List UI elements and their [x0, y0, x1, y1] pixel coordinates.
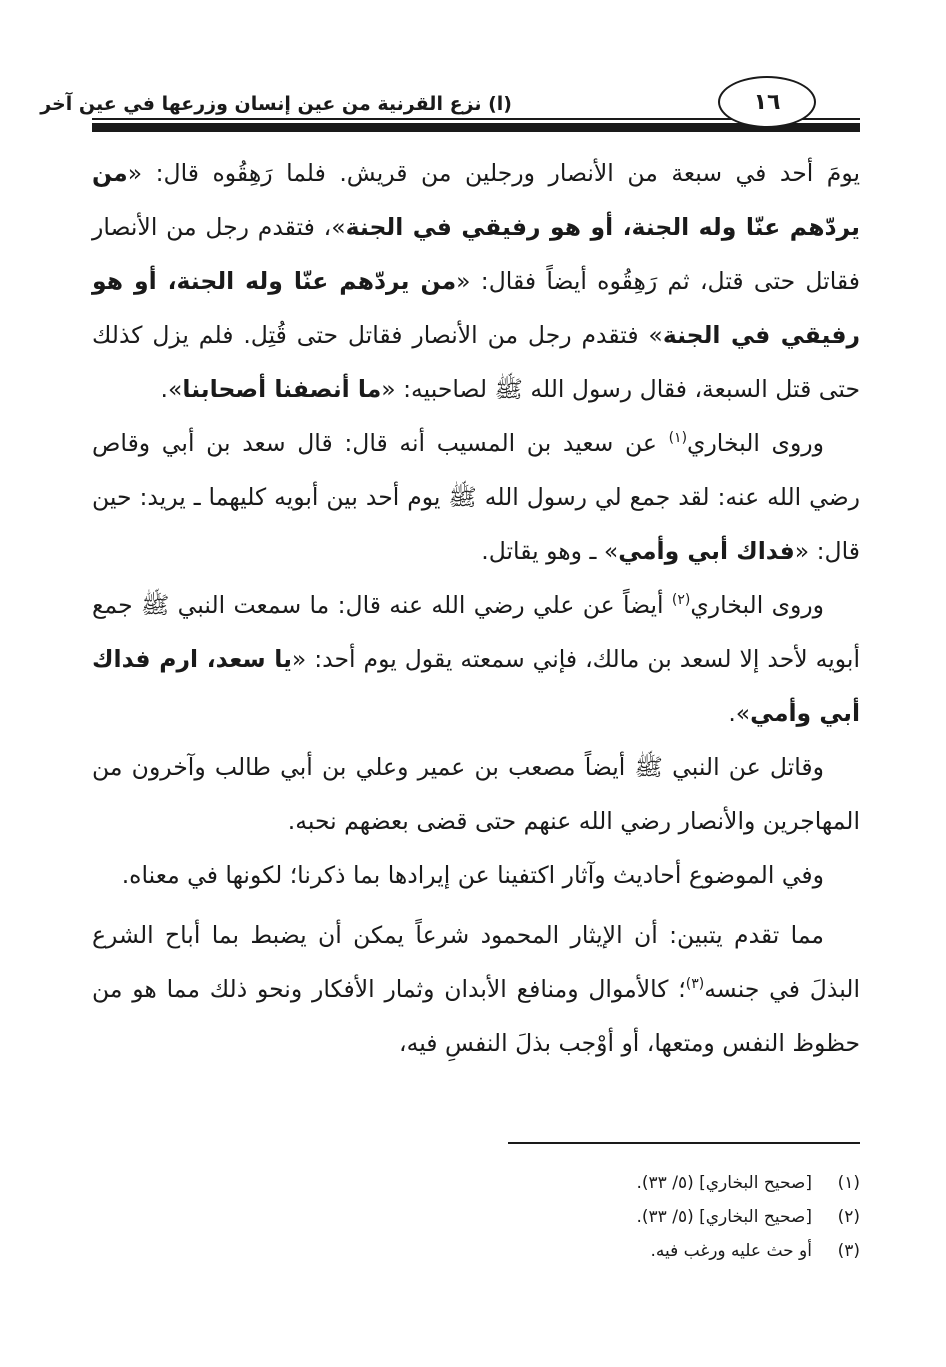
footnote-number: (٢) [837, 1207, 860, 1227]
hadith-quote: من يردّهم عنّا وله الجنة، أو هو رفيقي في الجنة [92, 159, 860, 241]
hadith-quote: فداك أبي وأمي [618, 537, 795, 565]
paragraph-5: وفي الموضوع أحاديث وآثار اكتفينا عن إيرادها بما ذكرنا؛ لكونها في معناه. [121, 861, 824, 889]
footnote-item [92, 1200, 860, 1234]
footnote-ref: (٣) [685, 976, 705, 993]
hadith-quote: ما أنصفنا أصحابنا [182, 375, 382, 403]
page-number-badge [718, 76, 816, 128]
hadith-quote: من يردّهم عنّا وله الجنة، أو هو رفيقي في الجنة [92, 267, 860, 349]
footnote-item [92, 1166, 860, 1200]
paragraph-2 [92, 416, 860, 578]
text-run: »، فتقدم رجل من الأنصار فقاتل حتى قتل، ثم رَهِقُوه أيضاً فقال: « [92, 213, 860, 295]
text-run: مما تقدم يتبين: أن الإيثار المحمود شرعاً يمكن أن يضبط بما أباح الشرع البذلَ في جنسه [92, 921, 860, 1003]
footnote-number: (٣) [837, 1241, 860, 1261]
hadith-quote: يا سعد، ارم فداك أبي وأمي [92, 645, 860, 727]
footnote-text: [صحيح البخاري] (٥/ ٣٣). [636, 1173, 812, 1193]
text-run: » ـ وهو يقاتل. [481, 537, 619, 565]
footnote-ref: (٢) [671, 592, 691, 609]
text-run: ». [160, 375, 183, 403]
text-run: وروى البخاري [687, 429, 824, 457]
text-run: » فتقدم رجل من الأنصار فقاتل حتى قُتِل. فلم يزل كذلك حتى قتل السبعة، فقال رسول الله ﷺ لصاحبيه: « [92, 321, 860, 403]
text-run: وروى البخاري [690, 591, 825, 619]
page-number: ١٦ [753, 89, 781, 115]
text-run: يومَ أحد في سبعة من الأنصار ورجلين من قريش. فلما رَهِقُوه قال: « [127, 159, 860, 187]
text-run: عن سعيد بن المسيب أنه قال: قال سعد بن أبي وقاص رضي الله عنه: لقد جمع لي رسول الله ﷺ يوم أحد بين أبويه كليهما ـ يريد: حين قال: « [92, 429, 860, 565]
footnotes [92, 1166, 860, 1268]
footnote-ref: (١) [668, 430, 688, 447]
text-run: ؛ كالأموال ومنافع الأبدان وثمار الأفكار ونحو ذلك مما هو من حظوظ النفس ومتعها، أو أوْجب بذلَ النفسِ فيه، [92, 975, 860, 1057]
footnote-item [92, 1234, 860, 1268]
footnote-text: أو حث عليه ورغب فيه. [650, 1241, 812, 1261]
running-header-title: (ا) نزع القرنية من عين إنسان وزرعها في عين آخر [40, 93, 512, 115]
paragraph-4: وقاتل عن النبي ﷺ أيضاً مصعب بن عمير وعلي بن أبي طالب وآخرون من المهاجرين والأنصار رضي الله عنهم حتى قضى بعضهم نحبه. [92, 753, 860, 835]
paragraph-6 [92, 908, 860, 1070]
footnote-number: (١) [837, 1173, 860, 1193]
text-run: أيضاً عن علي رضي الله عنه قال: ما سمعت النبي ﷺ جمع أبويه لأحد إلا لسعد بن مالك، فإني سمعته يقول يوم أحد: « [92, 591, 860, 673]
paragraph-3 [92, 578, 860, 740]
body-text [92, 146, 860, 1070]
paragraph-1 [92, 146, 860, 416]
text-run: ». [728, 699, 751, 727]
footnote-text: [صحيح البخاري] (٥/ ٣٣). [636, 1207, 812, 1227]
footnote-separator [508, 1142, 860, 1144]
